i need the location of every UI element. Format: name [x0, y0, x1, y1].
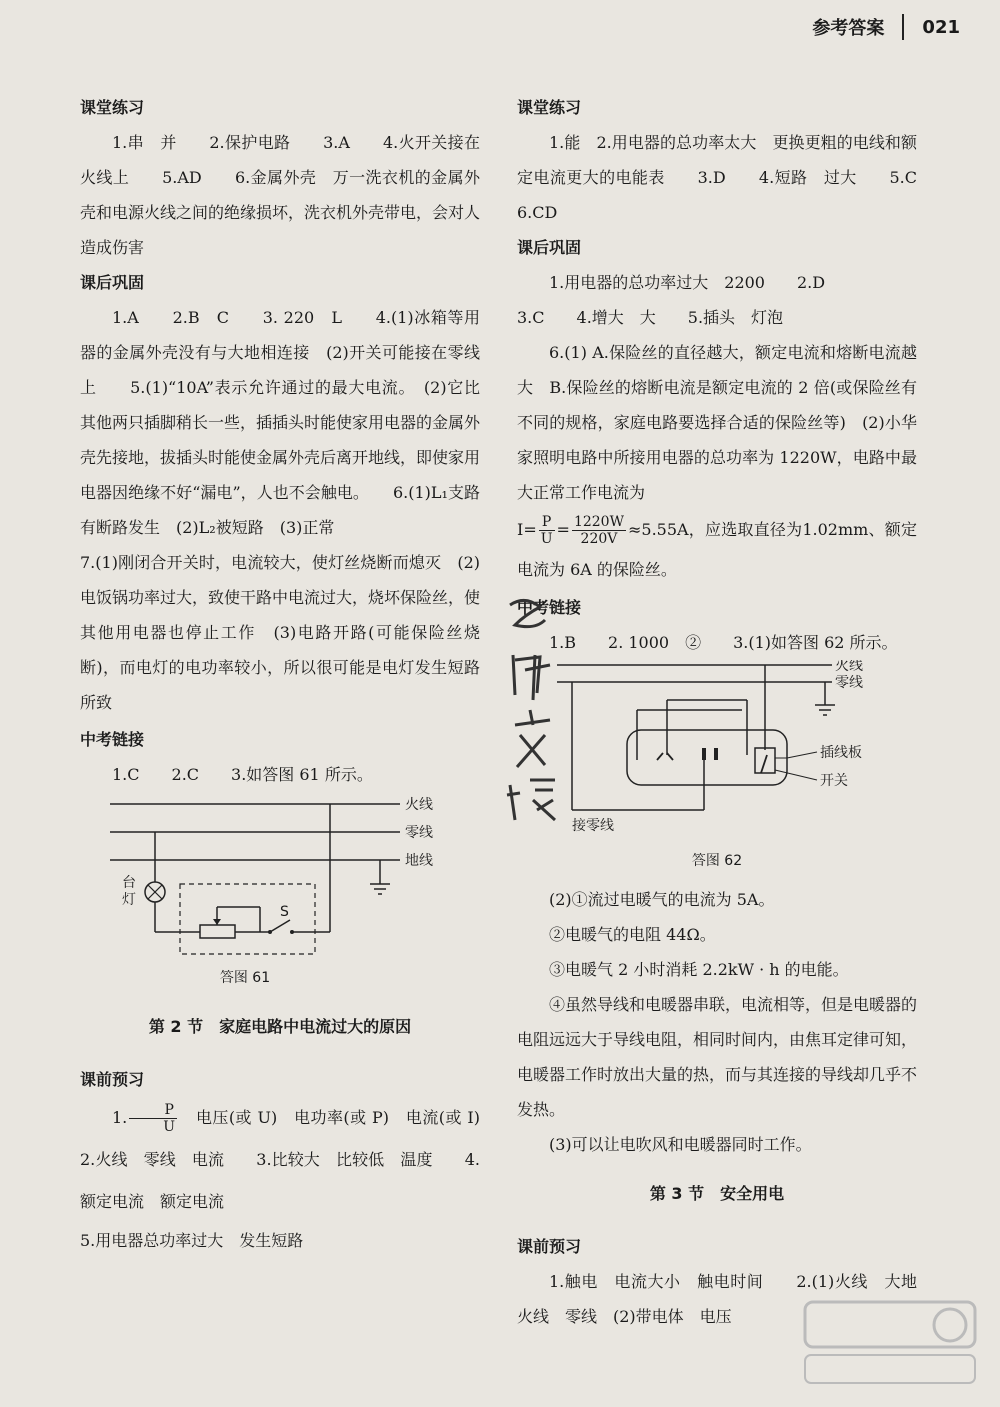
- handwritten-mark: [495, 585, 575, 825]
- answer-paragraph: ④虽然导线和电暖器串联，电流相等，但是电暖器的电阻远远大于导线电阻，相同时间内，由焦耳定律可知，电暖器工作时放出大量的热，而与其连接的导线却几乎不发热。: [517, 995, 918, 1119]
- fraction-p-over-u: [539, 514, 555, 547]
- heading-after-class: 课后巩固: [80, 273, 145, 292]
- answer-paragraph: 1.用电器的总功率过大 2200 2.D: [549, 273, 826, 292]
- live-wire-label: 火线: [835, 660, 863, 674]
- fraction-denominator: 220V: [580, 531, 618, 547]
- heading-exam-link: 中考链接: [80, 730, 145, 749]
- equation-text: I=: [517, 520, 537, 539]
- answer-paragraph: [80, 1097, 513, 1223]
- section-title-3: 第 3 节 安全用电: [649, 1184, 785, 1203]
- answer-paragraph: 1.能 2.用电器的总功率太大 更换更粗的电线和额定电流更大的电能表 3.D 4.短路 过大 5.C 6.CD: [517, 133, 950, 222]
- fraction-p-over-u: [129, 1102, 177, 1135]
- answer-paragraph: 1.触电 电流大小 触电时间 2.(1)火线 大地 火线 零线 (2)带电体 电压: [517, 1272, 934, 1326]
- answer-paragraph: ②电暖气的电阻 44Ω。: [549, 925, 716, 944]
- power-strip-label: 插线板: [820, 745, 862, 761]
- answer-paragraph: 7.(1)刚闭合开关时，电流较大，使灯丝烧断而熄灭 (2)电饭锅功率过大，致使干路中电流过大，烧坏保险丝，使其他用电器也停止工作 (3)电路开路(可能保险丝烧断)，而电灯的电功率较小，所以很可能是电灯发生短路所致: [80, 553, 481, 712]
- equation-text: =: [556, 520, 570, 539]
- answer-paragraph: 1.C 2.C 3.如答图 61 所示。: [112, 765, 373, 784]
- switch-label: 开关: [820, 773, 848, 789]
- answer-paragraph: ③电暖气 2 小时消耗 2.2kW · h 的电能。: [549, 960, 849, 979]
- answer-paragraph: 6.(1) A.保险丝的直径越大，额定电流和熔断电流越大 B.保险丝的熔断电流是额定电流的 2 倍(或保险丝有不同的规格，家庭电路要选择合适的保险丝等) (2)小华家照明电路中所接用电器的总功率为 1220W，电路中最大正常工作电流为: [517, 343, 917, 502]
- fraction-denominator: U: [163, 1119, 176, 1135]
- neutral-wire-label: 零线: [405, 825, 433, 841]
- header-divider: [902, 14, 904, 40]
- answer-text: 电压(或 U) 电功率(或 P) 电流(或 I) 2.火线 零线 电流 3.比较大 比较低 温度 4.额定电流 额定电流: [80, 1108, 513, 1211]
- fraction-numerator: P: [539, 514, 555, 531]
- lamp-label-1: 台: [122, 875, 136, 891]
- heading-after-class: 课后巩固: [517, 238, 582, 257]
- figure-caption-62: 答图 62: [691, 853, 743, 869]
- neutral-lead-label: 接零线: [572, 818, 614, 834]
- answer-paragraph: 1.B 2. 1000 ② 3.(1)如答图 62 所示。: [549, 633, 898, 652]
- neutral-wire-label: 零线: [835, 675, 863, 691]
- heading-classroom-practice: 课堂练习: [80, 98, 145, 117]
- answer-paragraph: (2)①流过电暖气的电流为 5A。: [549, 890, 775, 909]
- answer-paragraph: 1.A 2.B C 3. 220 L 4.(1)冰箱等用器的金属外壳没有与大地相连接 (2)开关可能接在零线上 5.(1)“10A”表示允许通过的最大电流。 (2)它比其他两只插脚稍长一些，插插头时能使家用电器的金属外壳先接地，拔插头时能使金属外壳后离开地线，即使家用电器因绝缘不好“漏电”，人也不会触电。 6.(1)L₁支路有断路发生 (2)L₂被短路 (3)正常: [80, 308, 481, 537]
- watermark-logo: [800, 1297, 980, 1387]
- circuit-diagram-62: [517, 660, 917, 870]
- answer-paragraph: (3)可以让电吹风和电暖器同时工作。: [549, 1135, 812, 1154]
- heading-preview: 课前预习: [80, 1070, 145, 1089]
- heading-exam-link: 中考链接: [517, 598, 582, 617]
- right-column: [517, 90, 950, 1334]
- fraction-numerator: 1220W: [573, 514, 624, 530]
- ground-wire-label: 地线: [405, 853, 433, 869]
- answer-paragraph: 3.C 4.增大 大 5.插头 灯泡: [517, 308, 784, 327]
- page-number: 021: [922, 16, 960, 38]
- equation-text: ≈5.55A，应选取直径为1.02mm、额定电流为 6A 的保险丝。: [517, 520, 917, 579]
- header-title: 参考答案: [812, 18, 885, 39]
- section-title-2: 第 2 节 家庭电路中电流过大的原因: [148, 1017, 412, 1036]
- heading-classroom-practice: 课堂练习: [517, 98, 582, 117]
- answer-text: 1.: [112, 1108, 128, 1127]
- heading-preview: 课前预习: [517, 1237, 582, 1256]
- fraction-power-over-voltage: [572, 514, 626, 547]
- left-column: [80, 90, 513, 1258]
- page-header: [812, 14, 960, 40]
- figure-caption-61: 答图 61: [219, 970, 271, 986]
- fraction-denominator: U: [540, 531, 553, 547]
- switch-label: S: [280, 904, 289, 920]
- answer-paragraph: 5.用电器总功率过大 发生短路: [80, 1231, 304, 1250]
- circuit-diagram-61: [80, 792, 480, 987]
- equation-paragraph: [517, 510, 917, 590]
- answer-paragraph: 1.串 并 2.保护电路 3.A 4.火开关接在火线上 5.AD 6.金属外壳 万一洗衣机的金属外壳和电源火线之间的绝缘损坏，洗衣机外壳带电，会对人造成伤害: [80, 133, 481, 257]
- fraction-numerator: P: [129, 1102, 177, 1119]
- lamp-label-2: 灯: [122, 892, 136, 908]
- live-wire-label: 火线: [405, 797, 433, 813]
